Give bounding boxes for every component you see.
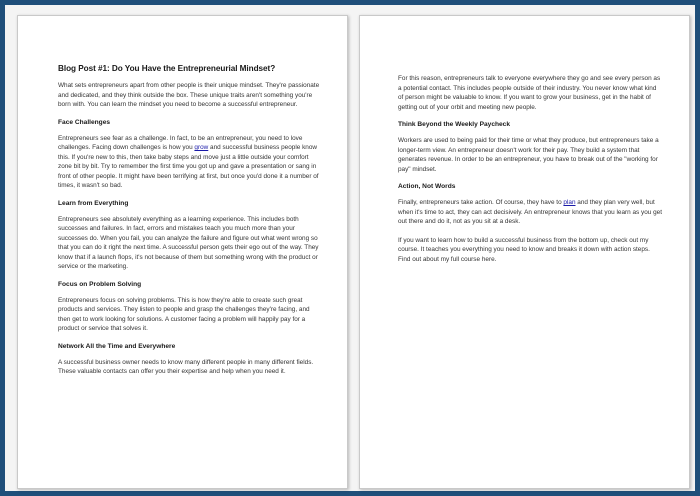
section-heading-face-challenges: Face Challenges	[58, 118, 111, 126]
section-heading-learn-from-everything: Learn from Everything	[58, 199, 129, 207]
section-heading-action-not-words: Action, Not Words	[398, 183, 456, 190]
section-paragraph-action-not-words	[398, 198, 663, 227]
section-heading-weekly-paycheck: Think Beyond the Weekly Paycheck	[398, 121, 511, 128]
section-paragraph-weekly-paycheck: Workers are used to being paid for their time or what they produce, but entrepreneurs take a longer-term view. An entrepreneur doesn't work for their pay. They build a system that generates revenue. In order to be an entrepreneur, you have to break out of the "working for pay" mindset.	[398, 137, 659, 173]
section-paragraph-face-challenges	[58, 134, 323, 191]
page-left-content	[58, 64, 323, 386]
page-left	[17, 15, 348, 489]
paragraph-text: Finally, entrepreneurs take action. Of course, they have to	[398, 199, 564, 206]
grow-link[interactable]: grow	[194, 144, 209, 151]
page-right	[359, 15, 690, 489]
paragraph-text: and successful business people know this. If you're new to this, then take baby steps and move just a little outside your comfort zone bit by bit. Try to remember the first time you got up and gave a presentation or sang in front of other people. It might have been terrifying at first, but once you'd done it a number of times, it wasn't so bad.	[58, 144, 319, 189]
intro-paragraph: What sets entrepreneurs apart from other people is their unique mindset. They're passionate and dedicated, and they think outside the box. These unique traits aren't something you're born with. You can learn the mindset you need to become a successful entrepreneur.	[58, 82, 320, 108]
plan-link[interactable]: plan	[563, 199, 576, 206]
section-paragraph-learn-from-everything: Entrepreneurs see absolutely everything as a learning experience. This includes both successes and failures. In fact, errors and mistakes teach you much more than your successes do. When you fail, you can analyze the failure and figure out what went wrong so that you can do it right the next time. A successful person gets their ego out of the way. They know that if a launch flops, it's not because of them but something wrong with the product or service or the marketing.	[58, 215, 319, 270]
paragraph-text: Entrepreneurs see fear as a challenge. In fact, to be an entrepreneur, you need to love challenges. Facing down challenges is how you	[58, 134, 303, 151]
post-title: Blog Post #1: Do You Have the Entrepreneurial Mindset?	[58, 64, 276, 73]
paragraph-text: and they plan very well, but when it's time to act, they can act decisively. An entrepreneur knows that you learn as you get out there and do it, not as you sit at a desk.	[398, 199, 662, 225]
section-paragraph-network: A successful business owner needs to know many different people in many different fields. These valuable contacts can offer you their expertise and help when you need it.	[58, 358, 314, 375]
closing-paragraph: If you want to learn how to build a successful business from the bottom up, check out my course. It teaches you everything you need to know and breaks it down with action steps. Find out about my full course here.	[398, 236, 650, 263]
section-paragraph-focus-on-problem-solving: Entrepreneurs focus on solving problems. This is how they're able to create such great products and services. They listen to people and grasp the challenges they're facing, and then get to work looking for solutions. A customer facing a problem will happily pay for a product or service that solves it.	[58, 296, 310, 332]
section-heading-focus-on-problem-solving: Focus on Problem Solving	[58, 280, 142, 288]
page-right-content	[398, 74, 663, 273]
continued-paragraph: For this reason, entrepreneurs talk to everyone everywhere they go and see every person as a potential contact. This includes people outside of their industry. You never know what kind of person might be valuable to know. If you want to grow your business, get in the habit of getting out of your orbit and meeting new people.	[398, 75, 661, 111]
section-heading-network: Network All the Time and Everywhere	[58, 342, 176, 350]
